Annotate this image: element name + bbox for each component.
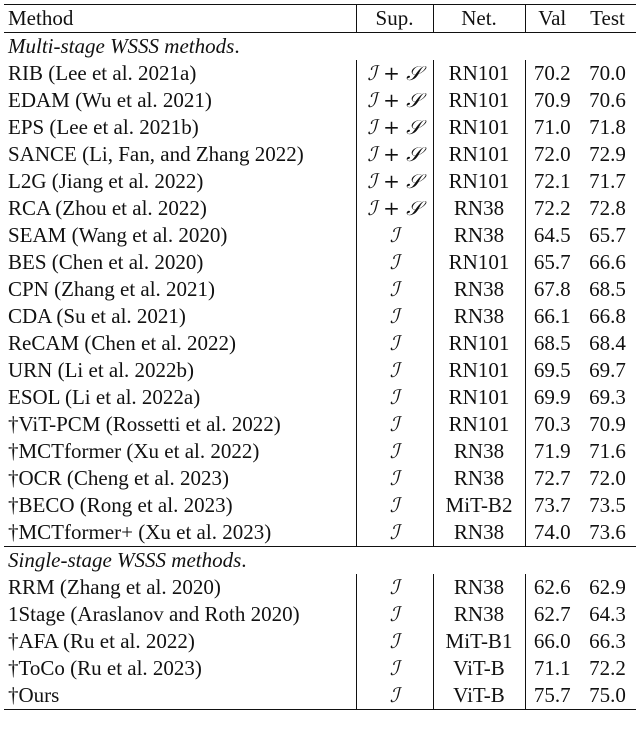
network-cell: RN101 — [433, 168, 525, 195]
table-row — [4, 168, 636, 195]
method-cell: BES (Chen et al. 2020) — [8, 250, 204, 274]
supervision-symbol: ℐ + 𝒮 — [367, 61, 422, 85]
network-cell: RN38 — [433, 195, 525, 222]
header-test: Test — [579, 5, 636, 33]
val-cell: 71.1 — [525, 655, 579, 682]
section-header-row — [4, 33, 636, 61]
supervision-symbol: ℐ + 𝒮 — [367, 169, 422, 193]
network-cell: RN38 — [433, 601, 525, 628]
supervision-cell — [356, 195, 433, 222]
supervision-symbol: ℐ — [389, 331, 400, 355]
supervision-symbol: ℐ — [389, 277, 400, 301]
supervision-cell — [356, 465, 433, 492]
test-cell: 70.6 — [589, 88, 626, 112]
test-cell: 72.8 — [589, 196, 626, 220]
table-row — [4, 438, 636, 465]
val-cell: 72.1 — [525, 168, 579, 195]
test-cell: 70.9 — [589, 412, 626, 436]
method-cell: †ToCo (Ru et al. 2023) — [8, 656, 202, 680]
table-row — [4, 330, 636, 357]
val-cell: 64.5 — [525, 222, 579, 249]
method-cell: †ViT-PCM (Rossetti et al. 2022) — [8, 412, 281, 436]
val-cell: 70.2 — [525, 60, 579, 87]
test-cell: 66.3 — [589, 629, 626, 653]
table-row — [4, 141, 636, 168]
val-cell: 71.0 — [525, 114, 579, 141]
section-title-period: . — [241, 548, 247, 572]
method-cell: SANCE (Li, Fan, and Zhang 2022) — [8, 142, 304, 166]
supervision-symbol: ℐ — [389, 629, 400, 653]
section-title: Multi-stage WSSS methods. — [8, 34, 240, 58]
table-row — [4, 411, 636, 438]
supervision-symbol: ℐ — [389, 385, 400, 409]
val-cell: 71.9 — [525, 438, 579, 465]
table-row — [4, 492, 636, 519]
test-cell: 71.7 — [589, 169, 626, 193]
test-cell: 71.6 — [589, 439, 626, 463]
method-cell: †BECO (Rong et al. 2023) — [8, 493, 233, 517]
table-row — [4, 601, 636, 628]
test-cell: 75.0 — [579, 682, 636, 710]
supervision-cell — [356, 492, 433, 519]
supervision-cell — [356, 574, 433, 601]
table-row — [4, 195, 636, 222]
method-cell: †MCTformer (Xu et al. 2022) — [8, 439, 260, 463]
network-cell: RN101 — [433, 357, 525, 384]
supervision-symbol: ℐ + 𝒮 — [367, 115, 422, 139]
method-cell: CPN (Zhang et al. 2021) — [8, 277, 216, 301]
supervision-symbol: ℐ — [389, 602, 400, 626]
network-cell: RN101 — [433, 60, 525, 87]
network-cell: RN38 — [433, 438, 525, 465]
table-row — [4, 222, 636, 249]
val-cell: 62.7 — [525, 601, 579, 628]
val-cell: 74.0 — [525, 519, 579, 547]
method-cell: RCA (Zhou et al. 2022) — [8, 196, 207, 220]
table-row — [4, 519, 636, 547]
table-row — [4, 276, 636, 303]
table-row — [4, 628, 636, 655]
network-cell: MiT-B2 — [433, 492, 525, 519]
supervision-symbol: ℐ + 𝒮 — [367, 142, 422, 166]
header-row — [4, 5, 636, 33]
network-cell: ViT-B — [433, 655, 525, 682]
supervision-symbol: ℐ + 𝒮 — [367, 88, 422, 112]
supervision-cell — [356, 628, 433, 655]
supervision-symbol: ℐ — [389, 493, 400, 517]
val-cell: 68.5 — [525, 330, 579, 357]
supervision-symbol: ℐ — [389, 520, 400, 544]
test-cell: 68.4 — [589, 331, 626, 355]
section-title-period: . — [234, 34, 240, 58]
network-cell: RN38 — [433, 303, 525, 330]
supervision-cell — [356, 60, 433, 87]
val-cell: 67.8 — [525, 276, 579, 303]
method-cell: URN (Li et al. 2022b) — [8, 358, 195, 382]
network-cell: RN101 — [433, 114, 525, 141]
val-cell: 69.5 — [525, 357, 579, 384]
method-cell: EDAM (Wu et al. 2021) — [8, 88, 212, 112]
supervision-symbol: ℐ — [389, 656, 400, 680]
supervision-cell — [356, 357, 433, 384]
supervision-symbol: ℐ — [389, 683, 400, 707]
supervision-cell — [356, 168, 433, 195]
supervision-symbol: ℐ — [389, 466, 400, 490]
method-cell: SEAM (Wang et al. 2020) — [8, 223, 228, 247]
method-cell — [4, 682, 356, 710]
method-cell: ReCAM (Chen et al. 2022) — [8, 331, 237, 355]
supervision-symbol: ℐ — [389, 412, 400, 436]
method-cell: 1Stage (Araslanov and Roth 2020) — [8, 602, 300, 626]
method-cell: ESOL (Li et al. 2022a) — [8, 385, 201, 409]
section-title: Single-stage WSSS methods. — [4, 547, 636, 575]
method-name: Ours — [18, 683, 60, 707]
supervision-symbol: ℐ — [389, 304, 400, 328]
test-cell: 71.8 — [589, 115, 626, 139]
supervision-cell — [356, 222, 433, 249]
test-cell: 62.9 — [589, 575, 626, 599]
table-row — [4, 87, 636, 114]
supervision-cell — [356, 114, 433, 141]
network-cell: RN38 — [433, 465, 525, 492]
dagger-mark: † — [8, 683, 19, 707]
val-cell: 62.6 — [525, 574, 579, 601]
table-row — [4, 682, 636, 710]
method-cell: EPS (Lee et al. 2021b) — [8, 115, 199, 139]
test-cell: 65.7 — [589, 223, 626, 247]
table-row — [4, 60, 636, 87]
val-cell: 69.9 — [525, 384, 579, 411]
test-cell: 69.7 — [589, 358, 626, 382]
network-cell: RN101 — [433, 141, 525, 168]
table-row — [4, 114, 636, 141]
test-cell: 72.2 — [589, 656, 626, 680]
val-cell: 72.0 — [525, 141, 579, 168]
supervision-cell — [356, 655, 433, 682]
table-row — [4, 465, 636, 492]
supervision-cell — [356, 411, 433, 438]
supervision-symbol: ℐ — [389, 250, 400, 274]
table-row — [4, 574, 636, 601]
supervision-cell — [356, 384, 433, 411]
section-header-row — [4, 547, 636, 575]
supervision-cell — [356, 438, 433, 465]
test-cell: 73.5 — [589, 493, 626, 517]
test-cell: 69.3 — [589, 385, 626, 409]
val-cell: 66.1 — [525, 303, 579, 330]
supervision-symbol: ℐ — [389, 223, 400, 247]
network-cell: RN101 — [433, 411, 525, 438]
results-table — [4, 4, 636, 710]
supervision-symbol: ℐ — [389, 439, 400, 463]
supervision-cell — [356, 87, 433, 114]
val-cell: 73.7 — [525, 492, 579, 519]
supervision-cell — [356, 276, 433, 303]
header-method: Method — [4, 5, 356, 33]
table-row — [4, 655, 636, 682]
supervision-cell — [356, 141, 433, 168]
supervision-cell — [356, 303, 433, 330]
supervision-cell — [356, 601, 433, 628]
network-cell: RN101 — [433, 249, 525, 276]
network-cell: RN38 — [433, 222, 525, 249]
val-cell: 70.9 — [525, 87, 579, 114]
val-cell: 72.2 — [525, 195, 579, 222]
val-cell: 65.7 — [525, 249, 579, 276]
header-net: Net. — [433, 5, 525, 33]
method-cell: L2G (Jiang et al. 2022) — [8, 169, 204, 193]
network-cell: RN38 — [433, 574, 525, 601]
header-sup: Sup. — [356, 5, 433, 33]
supervision-symbol: ℐ — [389, 575, 400, 599]
supervision-cell — [356, 330, 433, 357]
supervision-cell — [356, 519, 433, 547]
test-cell: 68.5 — [589, 277, 626, 301]
network-cell: MiT-B1 — [433, 628, 525, 655]
method-cell: CDA (Su et al. 2021) — [8, 304, 186, 328]
supervision-symbol: ℐ + 𝒮 — [367, 196, 422, 220]
test-cell: 70.0 — [589, 61, 626, 85]
method-cell: RIB (Lee et al. 2021a) — [8, 61, 197, 85]
val-cell: 70.3 — [525, 411, 579, 438]
network-cell: RN38 — [433, 519, 525, 547]
network-cell: RN38 — [433, 276, 525, 303]
val-cell: 66.0 — [525, 628, 579, 655]
network-cell: ViT-B — [433, 682, 525, 710]
method-cell: †AFA (Ru et al. 2022) — [8, 629, 195, 653]
test-cell: 64.3 — [589, 602, 626, 626]
val-cell: 72.7 — [525, 465, 579, 492]
test-cell: 66.8 — [589, 304, 626, 328]
method-cell: RRM (Zhang et al. 2020) — [8, 575, 221, 599]
test-cell: 72.0 — [589, 466, 626, 490]
network-cell: RN101 — [433, 330, 525, 357]
table-row — [4, 249, 636, 276]
header-val: Val — [525, 5, 579, 33]
table-row — [4, 303, 636, 330]
supervision-symbol: ℐ — [389, 358, 400, 382]
table-row — [4, 357, 636, 384]
test-cell: 66.6 — [589, 250, 626, 274]
val-cell: 75.7 — [525, 682, 579, 710]
method-cell: †OCR (Cheng et al. 2023) — [8, 466, 230, 490]
supervision-cell — [356, 682, 433, 710]
network-cell: RN101 — [433, 87, 525, 114]
network-cell: RN101 — [433, 384, 525, 411]
supervision-cell — [356, 249, 433, 276]
method-cell: †MCTformer+ (Xu et al. 2023) — [8, 520, 272, 544]
test-cell: 72.9 — [589, 142, 626, 166]
test-cell: 73.6 — [589, 520, 626, 544]
table-body — [4, 33, 636, 710]
table-row — [4, 384, 636, 411]
